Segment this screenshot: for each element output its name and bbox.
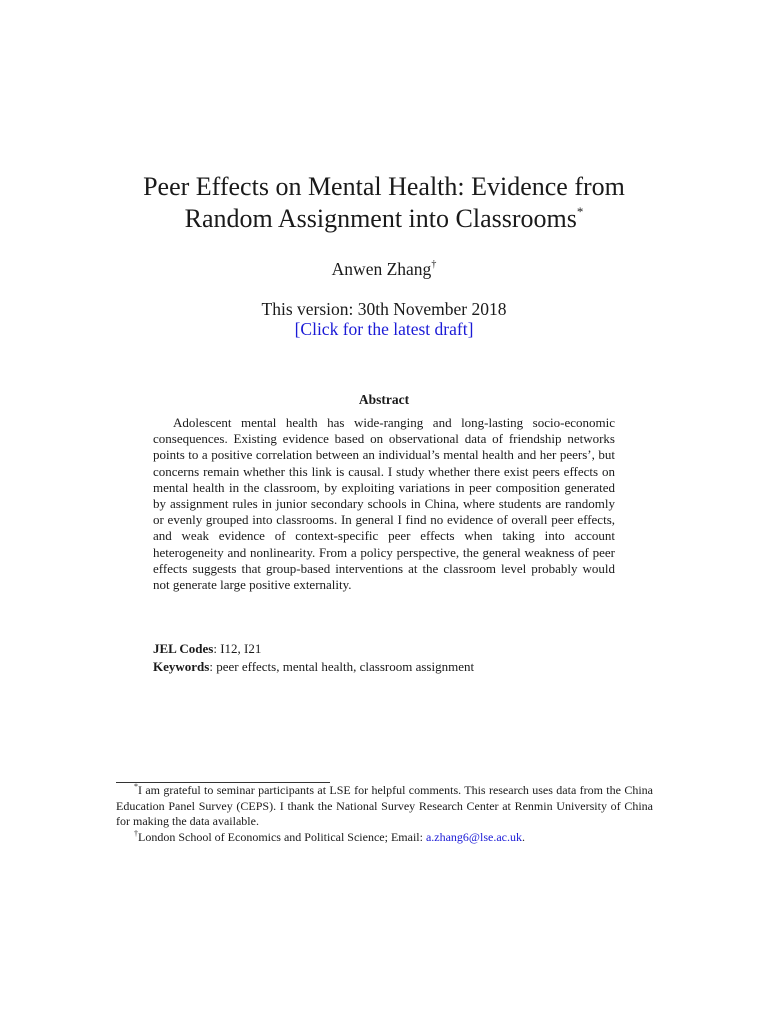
keywords-label: Keywords [153,659,210,674]
author-line [184,258,584,280]
author-footnote-mark: † [431,259,437,270]
footnote-2-end: . [521,830,525,844]
title-footnote-mark: * [576,204,584,219]
jel-codes [153,640,615,658]
keywords-value: : peer effects, mental health, classroom assignment [209,659,475,674]
email-link[interactable]: a.zhang6@lse.ac.uk [425,830,522,844]
title-line-1: Peer Effects on Mental Health: Evidence from [143,172,625,201]
footnote-1-mark: * [134,782,138,791]
author-name: Anwen Zhang [331,259,432,279]
jel-label: JEL Codes [153,641,214,656]
footnote-2-text: London School of Economics and Political Science; Email: [138,830,426,844]
footnote-affiliation [116,830,653,846]
abstract-heading: Abstract [358,392,410,407]
footnote-2-mark: † [134,829,138,838]
version-date: This version: 30th November 2018 [261,299,507,319]
footnote-1-text: I am grateful to seminar participants at LSE for helpful comments. This research uses data from the China Education Panel Survey (CEPS). I thank the National Survey Research Center at Renmin University of China for making the data available. [116,783,653,828]
jel-value: : I12, I21 [213,641,262,656]
title-line-2: Random Assignment into Classrooms [184,204,577,233]
footnote-acknowledgement [116,783,653,830]
abstract-text: Adolescent mental health has wide-ranging and long-lasting socio-economic consequences. Existing evidence based on observational data of friendship networks points to a positive correlation between an individual’s mental health and her peers’, but concerns remain whether this link is causal. I study whether there exist peers effects on mental health in the classroom, by exploiting variations in peer composition generated by assignment rules in junior secondary schools in China, where students are randomly or evenly grouped into classrooms. In general I find no evidence of overall peer effects, and weak evidence of context-specific peer effects when taking into account heterogeneity and nonlinearity. From a policy perspective, the general weakness of peer effects suggests that group-based interventions at the classroom level probably would not generate large positive externality. [153,415,615,593]
latest-draft-link[interactable]: [Click for the latest draft] [294,319,474,339]
paper-title [100,171,668,235]
keywords [153,658,615,676]
